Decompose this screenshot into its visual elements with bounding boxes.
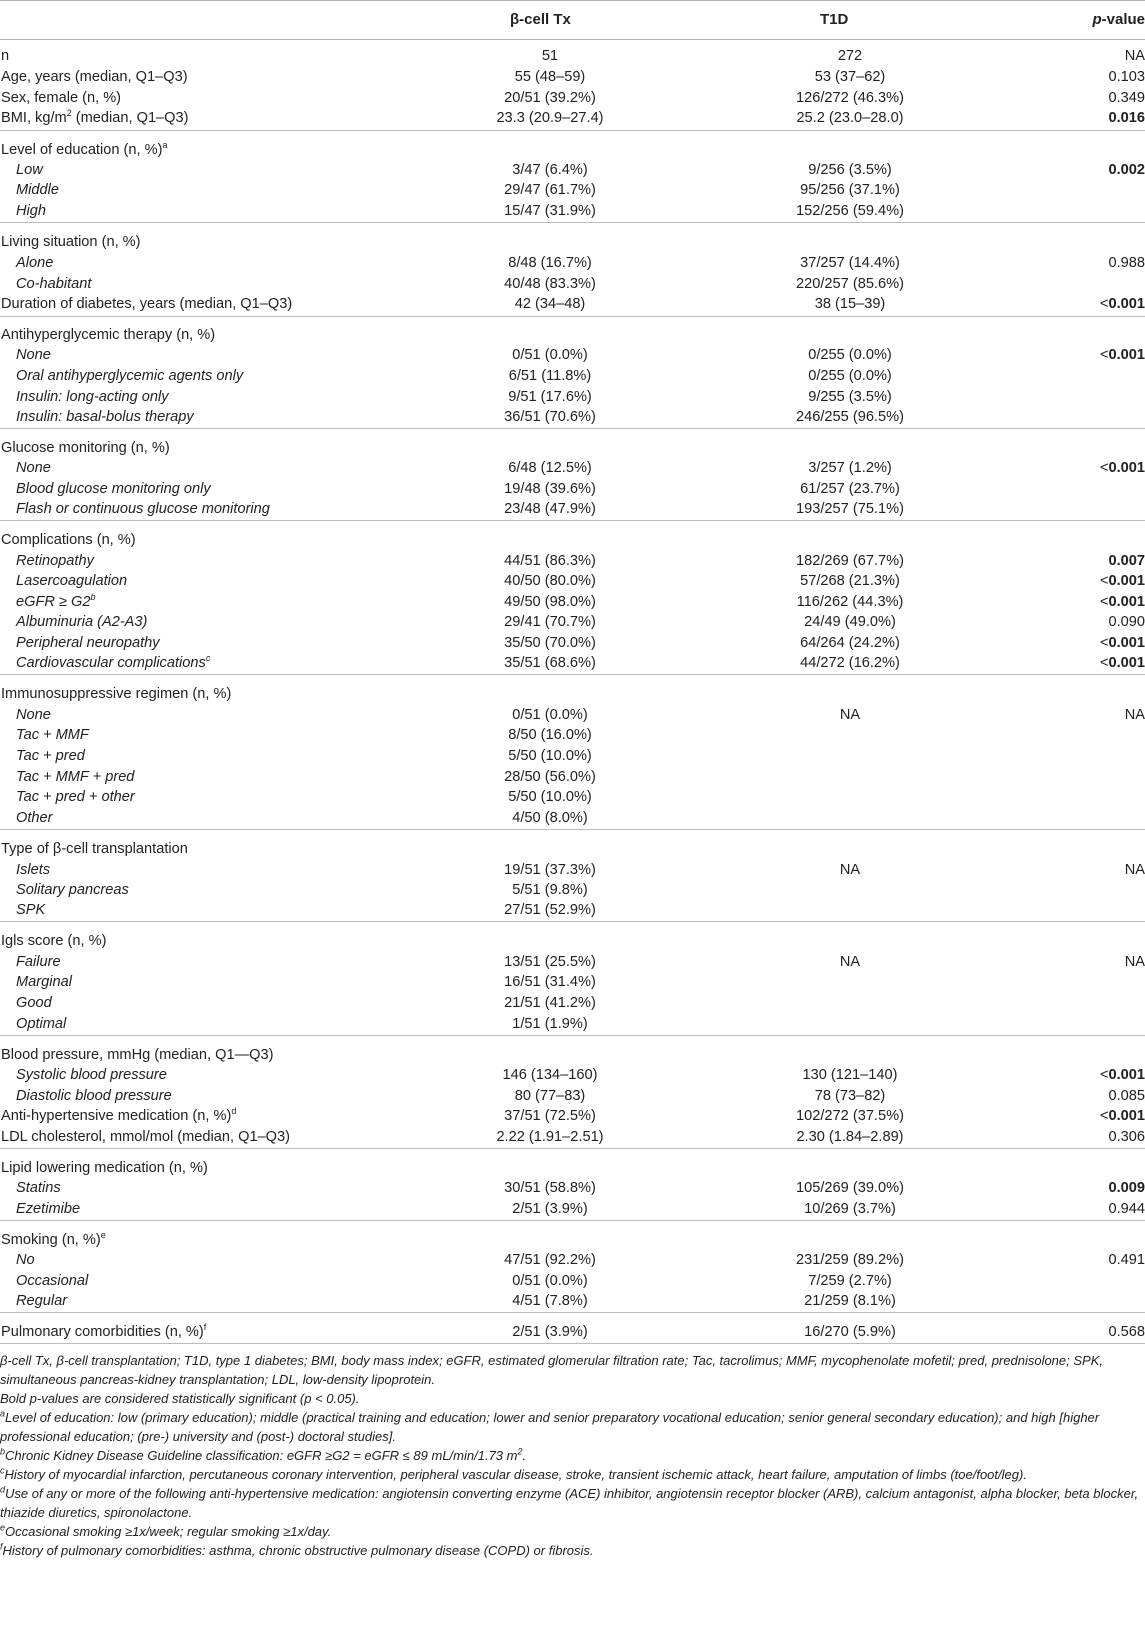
table-row [0, 787, 1145, 808]
cell-beta-cell-tx: 49/50 (98.0%) [504, 594, 596, 610]
cell-t1d: 38 (15–39) [814, 296, 886, 312]
footnote-marker: 2 [66, 108, 72, 119]
row-label: Islets [16, 862, 51, 878]
table-row [0, 592, 1145, 613]
footnote-marker: f [0, 1541, 3, 1552]
footnote: $^d$Use of any or more of the following anti-hypertensive medication: angiotensin converting enzyme (ACE) inhibitor, angiotensin receptor blocker (ARB), calcium antagonist, alpha blocker, beta blocker, thiazide diuretics, spironolactone. [0, 1484, 1139, 1520]
table-row [0, 479, 1145, 500]
table-row [0, 653, 1145, 674]
cell-beta-cell-tx: 29/41 (70.7%) [504, 614, 596, 630]
table-row [0, 684, 1145, 705]
cell-beta-cell-tx: 0/51 (0.0%) [512, 347, 588, 363]
cell-p-value: <0.001 [1099, 1067, 1145, 1083]
row-label: Living situation (n, %) [1, 234, 141, 250]
section-divider [0, 130, 1145, 131]
cell-p-value: <0.001 [1099, 655, 1145, 671]
cell-p-value: 0.016 [1108, 110, 1145, 126]
row-label: Sex, female (n, %) [1, 90, 122, 106]
cell-p-value: <0.001 [1099, 347, 1145, 363]
footnote-marker: e [0, 1522, 6, 1533]
footnote-marker: a [0, 1408, 6, 1419]
row-label: Anti-hypertensive medication (n, %)$^d$ [1, 1106, 237, 1124]
cell-t1d: 21/259 (8.1%) [804, 1293, 896, 1309]
table-row [0, 1199, 1145, 1220]
cell-beta-cell-tx: 146 (134–160) [502, 1067, 598, 1083]
row-label: Ezetimibe [16, 1201, 81, 1217]
cell-t1d: 152/256 (59.4%) [796, 203, 904, 219]
table-footnotes [0, 1351, 1145, 1560]
cell-t1d: 246/255 (96.5%) [796, 409, 904, 425]
row-label: Solitary pancreas [16, 882, 129, 898]
cell-t1d: 78 (73–82) [814, 1088, 886, 1104]
cell-beta-cell-tx: 1/51 (1.9%) [512, 1016, 588, 1032]
section-divider [0, 520, 1145, 521]
table-row [0, 1158, 1145, 1179]
section-divider [0, 921, 1145, 922]
cell-beta-cell-tx: 44/51 (86.3%) [504, 553, 596, 569]
section-divider [0, 1148, 1145, 1149]
row-label: Middle [16, 182, 59, 198]
cell-p-value: 0.944 [1108, 1201, 1145, 1217]
table-row [0, 1086, 1145, 1107]
less-than-symbol: < [1099, 573, 1109, 589]
cell-t1d: 61/257 (23.7%) [800, 481, 900, 497]
section-divider [0, 222, 1145, 223]
row-label: Failure [16, 954, 61, 970]
cell-t1d: NA [839, 707, 861, 723]
cell-t1d: 57/268 (21.3%) [800, 573, 900, 589]
row-label: None [16, 460, 51, 476]
less-than-symbol: < [1099, 594, 1109, 610]
cell-beta-cell-tx: 20/51 (39.2%) [504, 90, 596, 106]
less-than-symbol: < [1099, 460, 1109, 476]
row-label: Antihyperglycemic therapy (n, %) [1, 327, 216, 343]
cell-beta-cell-tx: 40/50 (80.0%) [504, 573, 596, 589]
table-row [0, 633, 1145, 654]
row-label: Lasercoagulation [16, 573, 128, 589]
cell-beta-cell-tx: 42 (34–48) [514, 296, 586, 312]
cell-t1d: 102/272 (37.5%) [796, 1108, 904, 1124]
cell-t1d: NA [839, 954, 861, 970]
cell-t1d: 37/257 (14.4%) [800, 255, 900, 271]
cell-t1d: 64/264 (24.2%) [800, 635, 900, 651]
cell-t1d: 193/257 (75.1%) [796, 501, 904, 517]
row-label: Regular [16, 1293, 68, 1309]
cell-t1d: 10/269 (3.7%) [804, 1201, 896, 1217]
cell-p-value: 0.349 [1108, 90, 1145, 106]
cell-p-value: NA [1124, 954, 1145, 970]
row-label: Cardiovascular complications$^c$ [16, 653, 211, 671]
table-row [0, 438, 1145, 459]
row-label: Low [16, 162, 43, 178]
cell-beta-cell-tx: 40/48 (83.3%) [504, 276, 596, 292]
row-label: Complications (n, %) [1, 532, 136, 548]
cell-t1d: 25.2 (23.0–28.0) [796, 110, 904, 126]
table-row [0, 1065, 1145, 1086]
cell-beta-cell-tx: 19/51 (37.3%) [504, 862, 596, 878]
cell-t1d: NA [839, 862, 861, 878]
cell-beta-cell-tx: 9/51 (17.6%) [508, 389, 592, 405]
table-row [0, 1127, 1145, 1148]
row-label: Tac + MMF + pred [16, 769, 135, 785]
cell-t1d: 2.30 (1.84–2.89) [796, 1129, 904, 1145]
table-row [0, 1322, 1145, 1343]
cell-beta-cell-tx: 2/51 (3.9%) [512, 1201, 588, 1217]
section-divider [0, 428, 1145, 429]
cell-p-value: 0.568 [1108, 1324, 1145, 1340]
row-label: LDL cholesterol, mmol/mol (median, Q1–Q3) [1, 1129, 291, 1145]
cell-t1d: 7/259 (2.7%) [808, 1273, 892, 1289]
table-row [0, 1014, 1145, 1035]
table-row [0, 1178, 1145, 1199]
cell-p-value: <0.001 [1099, 296, 1145, 312]
section-divider [0, 829, 1145, 830]
table-row [0, 705, 1145, 726]
cell-beta-cell-tx: 21/51 (41.2%) [504, 995, 596, 1011]
row-label: Diastolic blood pressure [16, 1088, 172, 1104]
row-label: BMI, $kg/m^2$ (median, Q1–Q3) [1, 108, 189, 126]
table-row [0, 1230, 1145, 1251]
cell-beta-cell-tx: 0/51 (0.0%) [512, 707, 588, 723]
table-row [0, 1250, 1145, 1271]
table-row [0, 253, 1145, 274]
table-row [0, 993, 1145, 1014]
cell-beta-cell-tx: 15/47 (31.9%) [504, 203, 596, 219]
cell-beta-cell-tx: 80 (77–83) [514, 1088, 586, 1104]
cell-beta-cell-tx: 5/51 (9.8%) [512, 882, 588, 898]
cell-p-value: 0.009 [1108, 1180, 1145, 1196]
cell-p-value: NA [1124, 707, 1145, 723]
cell-t1d: 9/256 (3.5%) [808, 162, 892, 178]
row-label: Tac + pred + other [16, 789, 135, 805]
footnote: $^c$History of myocardial infarction, percutaneous coronary intervention, peripheral vascular disease, stroke, transient ischemic attack, heart failure, amputation of limbs (toe/foot/leg). [0, 1465, 1027, 1482]
table-row [0, 900, 1145, 921]
cell-beta-cell-tx: 28/50 (56.0%) [504, 769, 596, 785]
row-label: Statins [16, 1180, 61, 1196]
table-row [0, 571, 1145, 592]
cell-t1d: 24/49 (49.0%) [804, 614, 896, 630]
row-label: Tac + pred [16, 748, 85, 764]
row-label: Tac + MMF [16, 727, 89, 743]
cell-beta-cell-tx: 5/50 (10.0%) [508, 748, 592, 764]
row-label: SPK [16, 902, 46, 918]
row-label: Retinopathy [16, 553, 94, 569]
cell-p-value: 0.085 [1108, 1088, 1145, 1104]
table-row [0, 839, 1145, 860]
table-row [0, 880, 1145, 901]
row-label: Level of education (n, %)$^a$ [1, 140, 168, 158]
cell-t1d: 9/255 (3.5%) [808, 389, 892, 405]
row-label: Lipid lowering medication (n, %) [1, 1160, 208, 1176]
cell-p-value: 0.002 [1108, 162, 1145, 178]
footnote: $^e$Occasional smoking ≥1x/week; regular smoking ≥1x/day. [0, 1522, 332, 1539]
less-than-symbol: < [1099, 347, 1109, 363]
cell-beta-cell-tx: 47/51 (92.2%) [504, 1252, 596, 1268]
cell-p-value: 0.007 [1108, 553, 1145, 569]
table-row [0, 612, 1145, 633]
cell-t1d: 126/272 (46.3%) [796, 90, 904, 106]
section-divider [0, 1343, 1145, 1344]
cell-beta-cell-tx: 5/50 (10.0%) [508, 789, 592, 805]
cell-t1d: 272 [837, 48, 863, 64]
row-label: Oral antihyperglycemic agents only [16, 368, 244, 384]
row-label: Peripheral neuropathy [16, 635, 160, 651]
table-row [0, 345, 1145, 366]
cell-beta-cell-tx: 23.3 (20.9–27.4) [496, 110, 604, 126]
table-row [0, 1291, 1145, 1312]
footnote-marker: d [0, 1484, 6, 1495]
table-row [0, 952, 1145, 973]
cell-t1d: 182/269 (67.7%) [796, 553, 904, 569]
row-label: Systolic blood pressure [16, 1067, 167, 1083]
cell-beta-cell-tx: 3/47 (6.4%) [512, 162, 588, 178]
cell-beta-cell-tx: 4/50 (8.0%) [512, 810, 588, 826]
row-label: Optimal [16, 1016, 67, 1032]
table-row [0, 46, 1145, 67]
cell-beta-cell-tx: 16/51 (31.4%) [504, 974, 596, 990]
row-label: None [16, 347, 51, 363]
cell-p-value: <0.001 [1099, 1108, 1145, 1124]
header-col-t1d: T1D [820, 11, 849, 28]
cell-p-value: NA [1124, 48, 1145, 64]
table-row [0, 201, 1145, 222]
cell-beta-cell-tx: 35/50 (70.0%) [504, 635, 596, 651]
table-row [0, 325, 1145, 346]
superscript: 2 [517, 1446, 523, 1457]
table-row [0, 407, 1145, 428]
table-row [0, 808, 1145, 829]
cell-p-value: <0.001 [1099, 573, 1145, 589]
table-row [0, 767, 1145, 788]
row-label: Occasional [16, 1273, 89, 1289]
row-label: Pulmonary comorbidities (n, %)$^f$ [1, 1322, 207, 1340]
row-label: Age, years (median, Q1–Q3) [1, 69, 188, 85]
footnote-marker: c [205, 653, 211, 664]
table-row [0, 931, 1145, 952]
cell-p-value: 0.491 [1108, 1252, 1145, 1268]
footnote-marker: f [203, 1322, 207, 1333]
cell-p-value: 0.103 [1108, 69, 1145, 85]
row-label: Blood glucose monitoring only [16, 481, 211, 497]
cell-beta-cell-tx: 37/51 (72.5%) [504, 1108, 596, 1124]
cell-p-value: NA [1124, 862, 1145, 878]
table-row [0, 274, 1145, 295]
cell-beta-cell-tx: 23/48 (47.9%) [504, 501, 596, 517]
row-label: Duration of diabetes, years (median, Q1–Q3) [1, 296, 293, 312]
cell-p-value: 0.306 [1108, 1129, 1145, 1145]
row-label: Flash or continuous glucose monitoring [16, 501, 270, 517]
footnote-marker: c [0, 1465, 5, 1476]
table-row [0, 108, 1145, 129]
cell-beta-cell-tx: 55 (48–59) [514, 69, 586, 85]
table-row [0, 88, 1145, 109]
cell-beta-cell-tx: 29/47 (61.7%) [504, 182, 596, 198]
table-row [0, 530, 1145, 551]
row-label: Immunosuppressive regimen (n, %) [1, 686, 232, 702]
cell-t1d: 0/255 (0.0%) [808, 368, 892, 384]
cell-beta-cell-tx: 8/48 (16.7%) [508, 255, 592, 271]
table-row [0, 725, 1145, 746]
table-row [0, 294, 1145, 315]
cell-beta-cell-tx: 35/51 (68.6%) [504, 655, 596, 671]
cell-beta-cell-tx: 2/51 (3.9%) [512, 1324, 588, 1340]
table-row [0, 232, 1145, 253]
cell-p-value: <0.001 [1099, 460, 1145, 476]
footnote-marker: b [90, 592, 96, 603]
table-row [0, 67, 1145, 88]
cell-beta-cell-tx: 30/51 (58.8%) [504, 1180, 596, 1196]
row-label: n [1, 48, 10, 64]
cell-p-value: 0.090 [1108, 614, 1145, 630]
cell-beta-cell-tx: 2.22 (1.91–2.51) [496, 1129, 604, 1145]
row-label: Albuminuria (A2-A3) [16, 614, 148, 630]
table-row [0, 180, 1145, 201]
table-row [0, 366, 1145, 387]
row-label: Co-habitant [16, 276, 92, 292]
cell-t1d: 231/259 (89.2%) [796, 1252, 904, 1268]
cell-p-value: <0.001 [1099, 594, 1145, 610]
row-label: Other [16, 810, 53, 826]
row-label: High [16, 203, 47, 219]
table-row [0, 458, 1145, 479]
row-label: Igls score (n, %) [1, 933, 107, 949]
less-than-symbol: < [1099, 635, 1109, 651]
cell-beta-cell-tx: 36/51 (70.6%) [504, 409, 596, 425]
row-label: No [16, 1252, 35, 1268]
cell-beta-cell-tx: 51 [541, 48, 559, 64]
footnote: Bold p-values are considered statistically significant (p < 0.05). [0, 1391, 360, 1406]
cell-p-value: 0.988 [1108, 255, 1145, 271]
cell-beta-cell-tx: 6/51 (11.8%) [508, 368, 592, 384]
section-divider [0, 674, 1145, 675]
table-row [0, 1045, 1145, 1066]
cell-beta-cell-tx: 19/48 (39.6%) [504, 481, 596, 497]
row-label: Alone [16, 255, 54, 271]
cell-t1d: 44/272 (16.2%) [800, 655, 900, 671]
row-label: Blood pressure, mmHg (median, Q1—Q3) [1, 1047, 274, 1063]
row-label: Good [16, 995, 52, 1011]
less-than-symbol: < [1099, 296, 1109, 312]
table-row [0, 860, 1145, 881]
section-divider [0, 1220, 1145, 1221]
cell-beta-cell-tx: 13/51 (25.5%) [504, 954, 596, 970]
less-than-symbol: < [1099, 655, 1109, 671]
table-row [0, 551, 1145, 572]
row-label: Glucose monitoring (n, %) [1, 440, 170, 456]
footnote: $^a$Level of education: low (primary education); middle (practical training and education; lower and senior preparatory vocational education; senior general secondary education); and high [higher professional education; (pre-) university and (post-) doctoral studies]. [0, 1408, 1100, 1444]
table-row [0, 387, 1145, 408]
row-label: Insulin: long-acting only [16, 389, 169, 405]
footnote-marker: e [100, 1230, 106, 1241]
cell-beta-cell-tx: 6/48 (12.5%) [508, 460, 592, 476]
table-row [0, 1106, 1145, 1127]
less-than-symbol: < [1099, 1067, 1109, 1083]
less-than-symbol: < [1099, 1108, 1109, 1124]
footnote: β-cell Tx, β-cell transplantation; T1D, type 1 diabetes; BMI, body mass index; eGFR, estimated glomerular filtration rate; Tac, tacrolimus; MMF, mycophenolate mofetil; pred, prednisolone; SPK, simultaneous pancreas-kidney transplantation; LDL, low-density lipoprotein. [0, 1353, 1103, 1387]
footnote: $^f$History of pulmonary comorbidities: asthma, chronic obstructive pulmonary disease (COPD) or fibrosis. [0, 1541, 594, 1558]
cell-t1d: 130 (121–140) [802, 1067, 898, 1083]
cell-beta-cell-tx: 0/51 (0.0%) [512, 1273, 588, 1289]
row-label: eGFR ≥ $G2^b$ [16, 592, 96, 610]
cell-beta-cell-tx: 4/51 (7.8%) [512, 1293, 588, 1309]
cell-beta-cell-tx: 8/50 (16.0%) [508, 727, 592, 743]
table-row [0, 746, 1145, 767]
footnote-marker: a [162, 140, 168, 151]
cell-p-value: <0.001 [1099, 635, 1145, 651]
cell-t1d: 16/270 (5.9%) [804, 1324, 896, 1340]
row-label: Smoking (n, %)$^e$ [1, 1230, 106, 1248]
footnote-marker: b [0, 1446, 6, 1457]
cell-t1d: 220/257 (85.6%) [796, 276, 904, 292]
header-col-beta-cell-tx: β-cell Tx [510, 11, 571, 28]
row-label: Type of β-cell transplantation [1, 841, 188, 857]
section-divider [0, 1312, 1145, 1313]
table-row [0, 499, 1145, 520]
footnote: $^b$Chronic Kidney Disease Guideline classification: eGFR ≥G2 = eGFR ≤ 89 mL/min/1.73 $m^2$. [0, 1446, 527, 1463]
row-label: Marginal [16, 974, 72, 990]
cell-t1d: 95/256 (37.1%) [800, 182, 900, 198]
cell-t1d: 116/262 (44.3%) [796, 594, 904, 610]
row-label: None [16, 707, 51, 723]
cell-beta-cell-tx: 27/51 (52.9%) [504, 902, 596, 918]
section-divider [0, 1035, 1145, 1036]
table-row [0, 140, 1145, 161]
table-row [0, 160, 1145, 181]
row-label: Insulin: basal-bolus therapy [16, 409, 194, 425]
table-row [0, 972, 1145, 993]
cell-t1d: 53 (37–62) [814, 69, 886, 85]
cell-t1d: 105/269 (39.0%) [796, 1180, 904, 1196]
table-row [0, 1271, 1145, 1292]
header-col-p-value: p-value [1092, 11, 1145, 28]
table-header [0, 0, 1145, 40]
cell-t1d: 0/255 (0.0%) [808, 347, 892, 363]
section-divider [0, 316, 1145, 317]
footnote-marker: d [231, 1106, 237, 1117]
cell-t1d: 3/257 (1.2%) [808, 460, 892, 476]
